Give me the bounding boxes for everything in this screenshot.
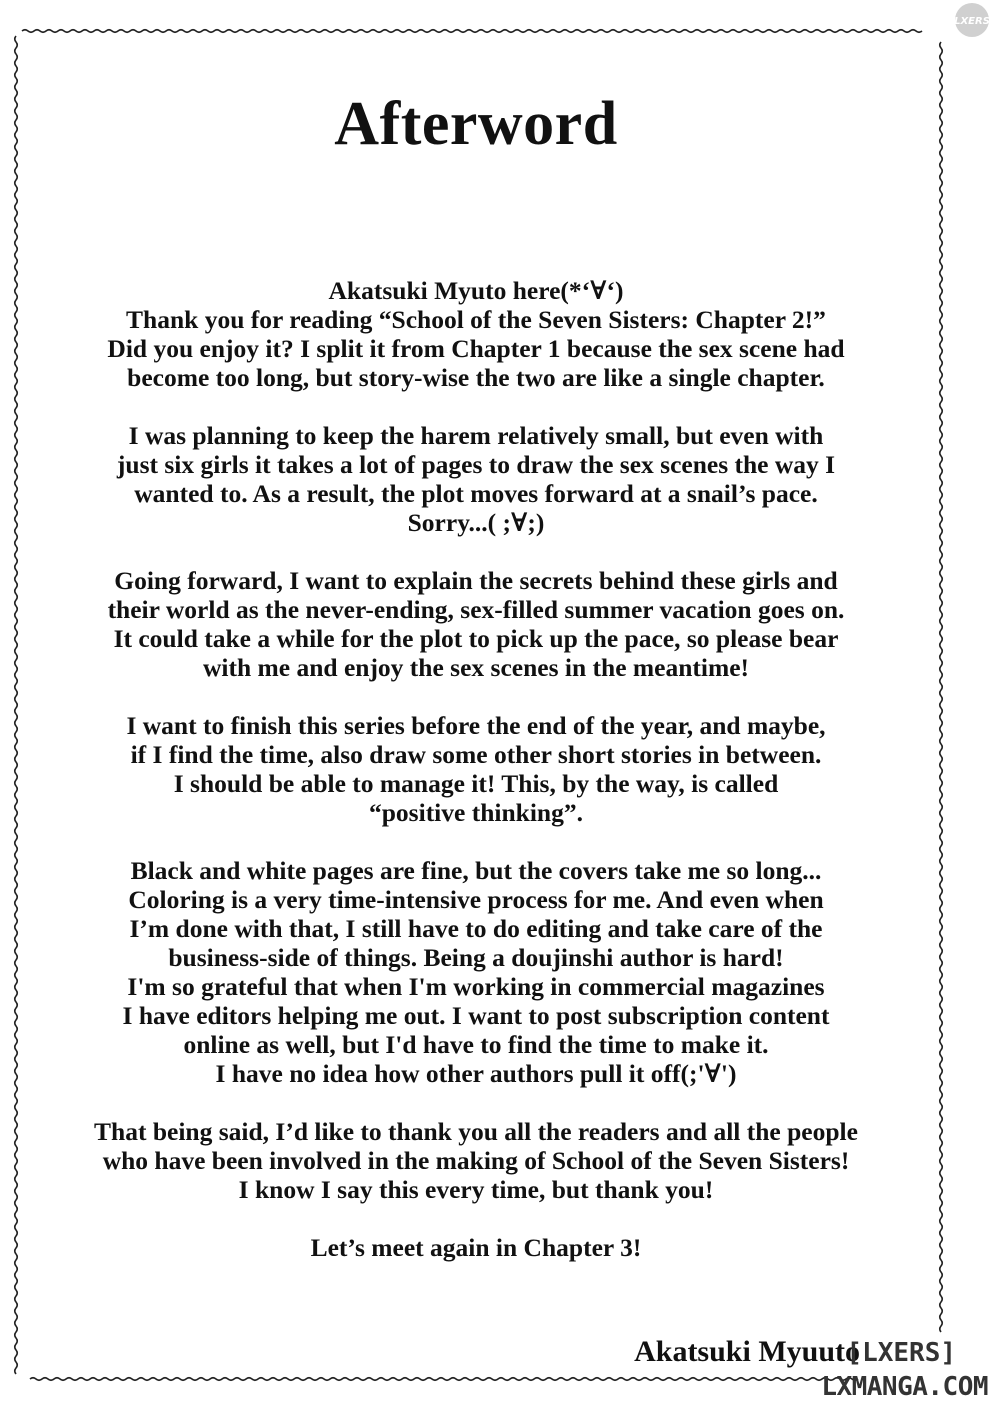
paragraph-line: “positive thinking”. <box>369 798 583 827</box>
paragraph-line: Black and white pages are fine, but the covers take me so long... <box>130 856 822 885</box>
paragraph-line: who have been involved in the making of School of the Seven Sisters! <box>102 1146 850 1175</box>
paragraph-line: Let’s meet again in Chapter 3! <box>310 1233 642 1262</box>
lxers-logo <box>946 2 998 38</box>
paragraph-line: business-side of things. Being a doujinshi author is hard! <box>168 943 784 972</box>
paragraph <box>30 1233 922 1262</box>
paragraph-line: Sorry...( ;∀;) <box>407 508 545 537</box>
paragraph <box>30 856 922 1088</box>
paragraph-line: I have editors helping me out. I want to post subscription content <box>122 1001 830 1030</box>
border-left-wave <box>15 36 18 1374</box>
paragraph-line: I’m done with that, I still have to do editing and take care of the <box>129 914 823 943</box>
paragraph <box>30 421 922 537</box>
paragraph-line: I have no idea how other authors pull it off(;'∀') <box>215 1059 737 1088</box>
border-right-wave <box>940 42 943 1332</box>
paragraph-line: online as well, but I'd have to find the time to make it. <box>183 1030 769 1059</box>
paragraph-line: I should be able to manage it! This, by the way, is called <box>173 769 779 798</box>
paragraph-line: become too long, but story-wise the two are like a single chapter. <box>127 363 825 392</box>
paragraph <box>30 276 922 392</box>
paragraph-line: with me and enjoy the sex scenes in the meantime! <box>202 653 750 682</box>
paragraph-line: Akatsuki Myuto here(*‘∀‘) <box>328 276 624 305</box>
paragraph <box>30 566 922 682</box>
paragraph-line: Coloring is a very time-intensive process for me. And even when <box>128 885 824 914</box>
paragraph-line: wanted to. As a result, the plot moves forward at a snail’s pace. <box>134 479 818 508</box>
paragraph-line: if I find the time, also draw some other short stories in between. <box>130 740 822 769</box>
paragraph <box>30 711 922 827</box>
paragraph-line: That being said, I’d like to thank you all the readers and all the people <box>94 1117 858 1146</box>
paragraph-line: Thank you for reading “School of the Seven Sisters: Chapter 2!” <box>126 305 826 334</box>
page-title: Afterword <box>334 90 618 158</box>
border-top-wave <box>22 30 922 33</box>
paragraph-line: I know I say this every time, but thank you! <box>238 1175 714 1204</box>
author-signature: Akatsuki Myuuto <box>634 1335 860 1368</box>
logo-text: LXERS <box>954 16 990 27</box>
border-bottom-wave <box>30 1378 858 1381</box>
paragraph-line: I'm so grateful that when I'm working in commercial magazines <box>127 972 825 1001</box>
paragraph <box>30 1117 922 1204</box>
site-watermark: LXMANGA.COM <box>821 1372 988 1402</box>
paragraph-line: Going forward, I want to explain the secrets behind these girls and <box>114 566 838 595</box>
afterword-body <box>30 276 922 1291</box>
paragraph-line: just six girls it takes a lot of pages to draw the sex scenes the way I <box>116 450 836 479</box>
paragraph-line: Did you enjoy it? I split it from Chapter 1 because the sex scene had <box>107 334 845 363</box>
paragraph-line: I want to finish this series before the end of the year, and maybe, <box>126 711 826 740</box>
paragraph-line: It could take a while for the plot to pick up the pace, so please bear <box>113 624 839 653</box>
paragraph-line: their world as the never-ending, sex-filled summer vacation goes on. <box>107 595 845 624</box>
paragraph-line: I was planning to keep the harem relatively small, but even with <box>128 421 824 450</box>
scanlator-tag: [LXERS] <box>846 1338 956 1368</box>
